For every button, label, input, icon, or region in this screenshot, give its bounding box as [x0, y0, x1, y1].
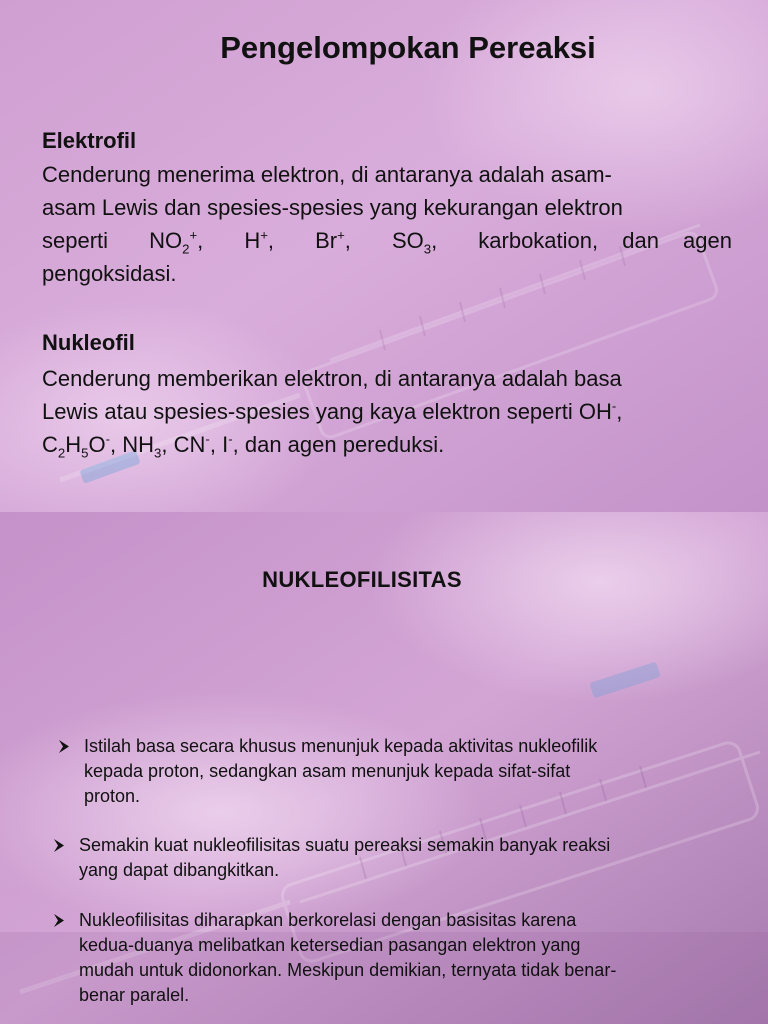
slide-2-title: NUKLEOFILISITAS [262, 567, 462, 592]
formula-h: H+, [244, 227, 275, 253]
bullet-3-line-4: benar paralel. [79, 985, 190, 1005]
nukleofil-heading: Nukleofil [42, 330, 135, 355]
formula-no2: $NO_2^+$, [149, 227, 204, 257]
elektrofil-line-1: Cenderung menerima elektron, di antaranya adalah asam- [42, 162, 612, 187]
arrowhead-bullet-icon [52, 833, 68, 858]
slide-2-content [0, 512, 768, 1024]
elektrofil-line-3 [42, 224, 732, 257]
nukleofil-paragraph [42, 362, 732, 461]
nukleofil-line-3-suffix: dan agen pereduksi. [244, 432, 445, 457]
formula-c2h5o: $C_2H_5O^-$, [42, 431, 117, 461]
nukleofil-line-1: Cenderung memberikan elektron, di antaranya adalah basa [42, 366, 622, 391]
arrowhead-bullet-icon [57, 734, 73, 759]
bullet-item-2 [79, 833, 729, 883]
nukleofil-line-3 [42, 428, 732, 461]
bullet-2-line-1: Semakin kuat nukleofilisitas suatu pereaksi semakin banyak reaksi [79, 835, 611, 855]
bullet-3-line-2: kedua-duanya melibatkan ketersedian pasangan elektron yang [79, 935, 581, 955]
bullet-3-line-1: Nukleofilisitas diharapkan berkorelasi dengan basisitas karena [79, 910, 577, 930]
bullet-3-line-3: mudah untuk didonorkan. Meskipun demikian, ternyata tidak benar- [79, 960, 617, 980]
bullet-1-line-1: Istilah basa secara khusus menunjuk kepada aktivitas nukleofilik [84, 736, 598, 756]
formula-br: Br+, [315, 227, 351, 253]
arrowhead-bullet-icon [52, 908, 68, 933]
formula-oh: OH-, [578, 398, 623, 424]
formula-nh3: $NH_3$, [122, 432, 168, 461]
bullet-item-3 [79, 908, 729, 1008]
elektrofil-seperti: seperti [42, 228, 109, 253]
elektrofil-line-4: pengoksidasi. [42, 261, 177, 286]
elektrofil-heading: Elektrofil [42, 128, 137, 153]
formula-i: I-, [222, 431, 239, 457]
slide-2 [0, 512, 768, 1024]
elektrofil-paragraph [42, 158, 732, 290]
slide-1-title: Pengelompokan Pereaksi [220, 30, 596, 65]
formula-cn: CN-, [173, 431, 216, 457]
bullet-1-line-2: kepada proton, sedangkan asam menunjuk kepada sifat-sifat [84, 761, 571, 781]
formula-so3: $SO_3$, [391, 228, 438, 257]
bullet-1-line-3: proton. [84, 786, 141, 806]
bullet-2-line-2: yang dapat dibangkitkan. [79, 860, 280, 880]
elektrofil-line-2: asam Lewis dan spesies-spesies yang kekurangan elektron [42, 195, 623, 220]
elektrofil-line-3-suffix: karbokation, dan agen [478, 228, 732, 253]
nukleofil-line-2: Lewis atau spesies-spesies yang kaya elektron seperti OH-, [42, 398, 623, 424]
bullet-item-1 [84, 734, 734, 809]
